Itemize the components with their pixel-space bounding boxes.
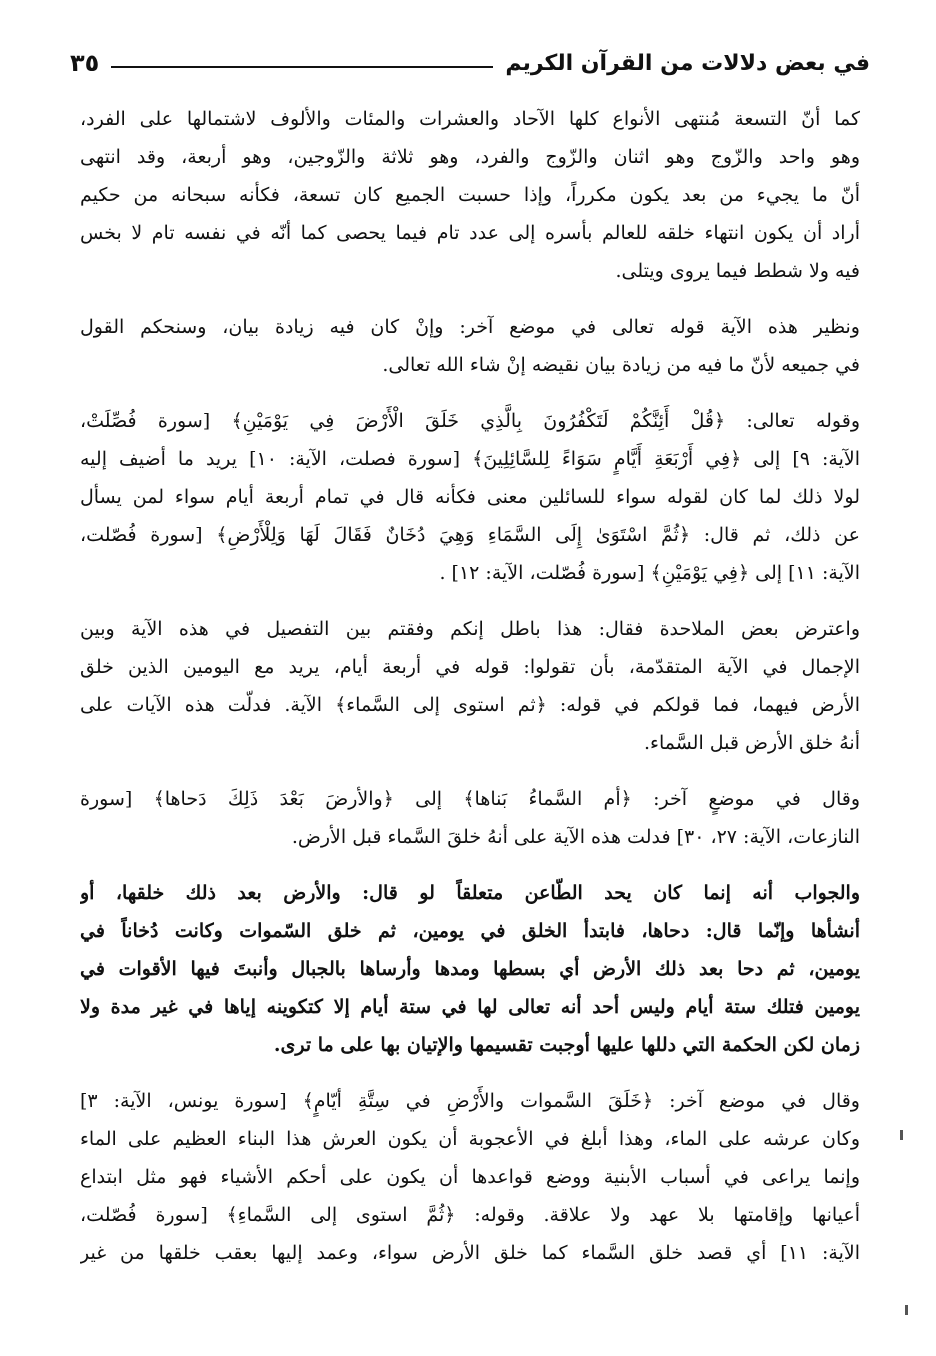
text-line: زمان لكن الحكمة التي دللها عليها أوجبت تقسيمها والإتيان بها على ما ترى.	[273, 1034, 860, 1056]
scan-mark	[905, 1305, 908, 1315]
text-line: كما أنّ التسعة مُنتهى الأنواع كلها الآحاد والعشرات والمئات والألوف لاشتمالها على الفرد،	[80, 108, 860, 130]
text-line: وقال في موضع آخر: ﴿خَلَقَ السَّموات والأَرْضِ في سِتَّةِ أيّامٍ﴾ [سورة يونس، الآية: ٣]	[80, 1090, 860, 1112]
page-body	[80, 100, 860, 1290]
paragraph	[80, 1082, 860, 1272]
text-line: فيه ولا شطط فيما يروى ويتلى.	[615, 260, 860, 282]
text-line: وهو واحد والزّوج وهو اثنان والزّوج والفرد، وهو ثلاثة والزّوجين، وهو أربعة، وقد انتهى	[80, 146, 860, 168]
text-line: الآية: ١١] إلى ﴿فِي يَوْمَيْنِ﴾ [سورة فُصّلت، الآية: ١٢] .	[439, 562, 860, 584]
text-line: والجواب أنه إنما كان يحد الطّاعن متعلقاً لو قال: والأرض بعد ذلك خلقها، أو	[80, 882, 860, 904]
text-line: أعيانها وإقامتها بلا عهد ولا علاقة. وقوله: ﴿ثُمَّ استوى إلى السَّماءِ﴾ [سورة فُصّلت،	[80, 1204, 860, 1226]
text-line: وقال في موضعٍ آخر: ﴿أم السَّماءُ بَناها﴾ إلى ﴿والأرضَ بَعْدَ ذَلِكَ دَحاها﴾ [سورة	[80, 788, 860, 810]
text-line: واعترض بعض الملاحدة فقال: هذا باطل إنكم وفقتم بين التفصيل في هذه الآية وبين	[80, 618, 860, 640]
text-line: يومين فتلك ستة أيام وليس أحد أنه تعالى لها في ستة أيام إلا كتكوينه إياها في غير مدة ولا	[80, 996, 860, 1018]
book-title: في بعض دلالات من القرآن الكريم	[505, 50, 870, 76]
text-line: وقوله تعالى: ﴿قُلْ أَئِنَّكُمْ لَتَكْفُرُونَ بِالَّذِي خَلَقَ الْأَرْضَ فِي يَوْمَيْنِ﴾ [سورة فُصِّلَتْ،	[80, 410, 860, 432]
text-line: النازعات، الآية: ٢٧، ٣٠] فدلت هذه الآية على أنهُ خلقَ السَّماء قبل الأرض.	[291, 826, 860, 848]
running-header	[70, 42, 870, 84]
header-rule	[111, 66, 493, 68]
text-line: الآية: ١١] أي قصد خلق السَّماء كما خلق الأرض سواء، وعمد إليها بعقب خلقها من غير	[80, 1242, 860, 1264]
text-line: ونظير هذه الآية قوله تعالى في موضع آخر: وإنْ كان فيه زيادة بيان، وسنحكم القول	[80, 316, 860, 338]
paragraph	[80, 874, 860, 1064]
text-line: في جميعه لأنّ ما فيه من زيادة بيان نقيضه إنْ شاء الله تعالى.	[382, 354, 860, 376]
text-line: أراد أن يكون انتهاء خلقه للعالم بأسره إلى عدد تام فيما يحصى كما أنّه في نفسه تام لا بخس	[80, 222, 860, 244]
text-line: الإجمال في الآية المتقدّمة، بأن تقولوا: قوله في أربعة أيام، يريد مع اليومين الذين خلق	[80, 656, 860, 678]
scan-mark	[900, 1130, 903, 1140]
text-line: يومين، ثم دحا بعد ذلك الأرض أي بسطها ومدها وأرساها بالجبال وأنبتَ فيها الأقوات في	[80, 958, 860, 980]
text-line: الآية: ٩] إلى ﴿فِي أَرْبَعَةِ أَيَّامٍ سَوَاءً لِلسَّائِلِينَ﴾ [سورة فصلت، الآية: ١٠] يريد ما أضيف إليه	[80, 448, 860, 470]
text-line: أنشأها وإنّما قال: دحاها، فابتدأ الخلق في يومين، ثم خلق السّموات وكانت دُخاناً في	[80, 920, 860, 942]
paragraph	[80, 780, 860, 856]
text-line: عن ذلك، ثم قال: ﴿ثُمَّ اسْتَوَىٰ إِلَى السَّمَاءِ وَهِيَ دُخَانٌ فَقَالَ لَهَا وَلِلْأَرْضِ﴾ [سورة فُصّلت،	[80, 524, 860, 546]
paragraph	[80, 308, 860, 384]
text-line: أنهُ خلق الأرض قبل السَّماء.	[643, 732, 860, 754]
text-line: وكان عرشه على الماء، وهذا أبلغ في الأعجوبة أن يكون العرش هذا البناء العظيم على الماء	[80, 1128, 860, 1150]
paragraph	[80, 610, 860, 762]
text-line: الأرض فيهما، فما قولكم في قوله: ﴿ثم استوى إلى السَّماء﴾ الآية. فدلّت هذه الآيات على	[80, 694, 860, 716]
page-number: ٣٥	[70, 49, 100, 77]
paragraph	[80, 100, 860, 290]
text-line: أنّ ما يجيء من بعد يكون مكرراً، وإذا حسبت الجميع كان تسعة، فكأنه سبحانه من حكيم	[80, 184, 860, 206]
text-line: وإنما يراعى في أسباب الأبنية ووضع قواعدها أن يكون على أحكم الأشياء فهو مثل ابتداع	[80, 1166, 860, 1188]
text-line: لولا ذلك لما كان لقوله سواء للسائلين معنى فكأنه قال في تمام أربعة أيام سواء لمن يسأل	[80, 486, 860, 508]
paragraph	[80, 402, 860, 592]
